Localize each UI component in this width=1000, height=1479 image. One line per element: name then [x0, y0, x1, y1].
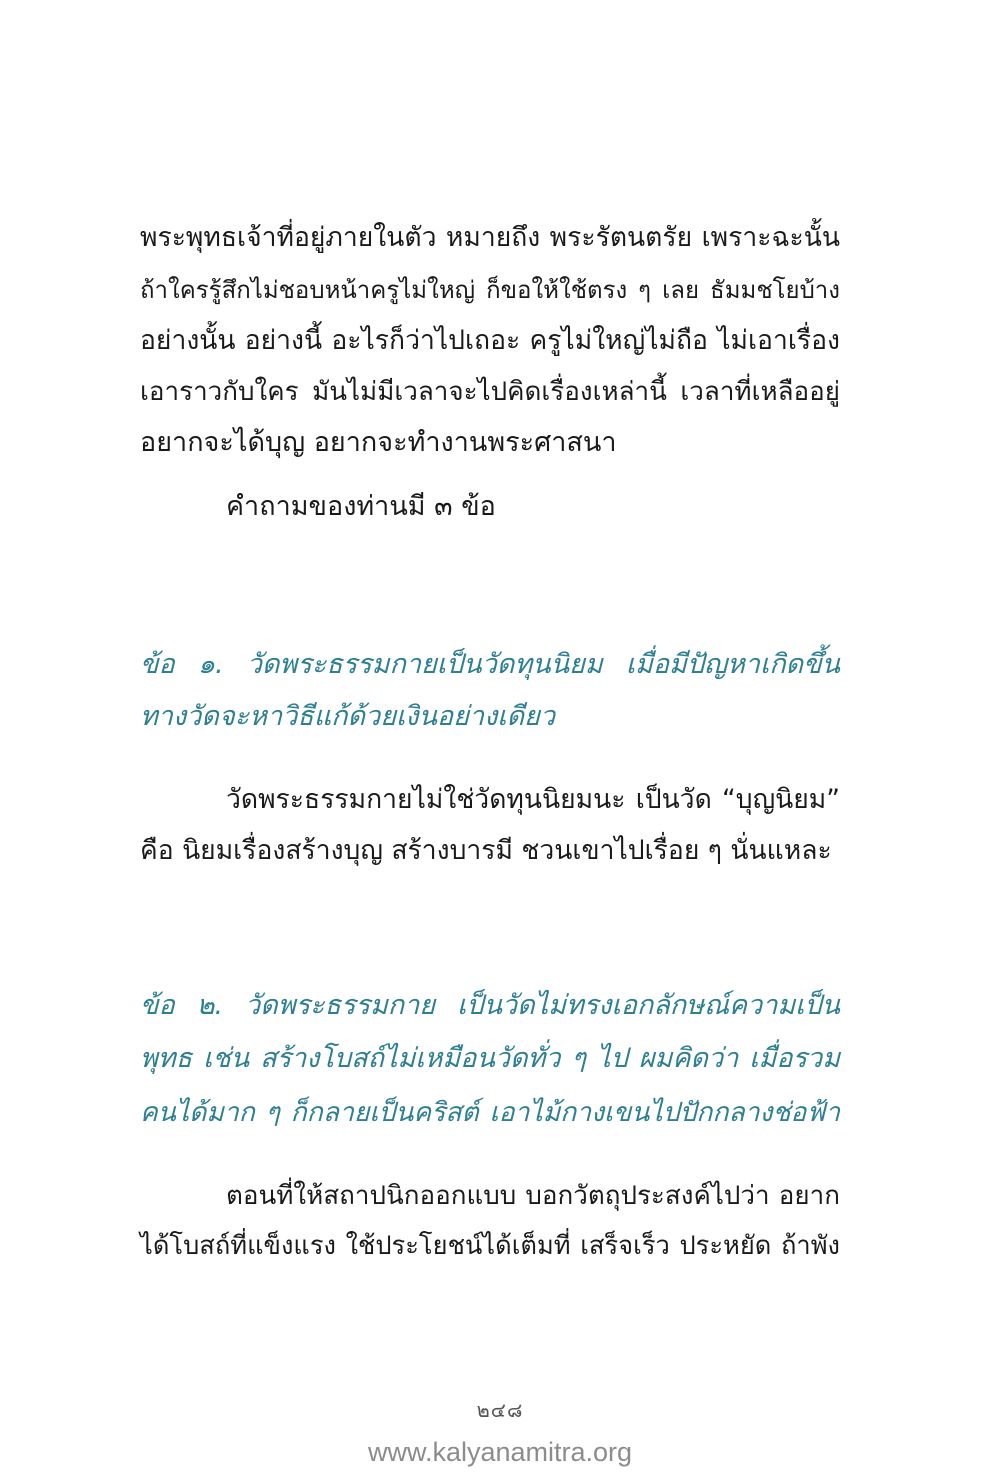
paragraph-line: พระพุทธเจ้าที่อยู่ภายในตัว หมายถึง พระรัตนตรัย เพราะฉะนั้น	[140, 222, 840, 253]
answer-2-line: ได้โบสถ์ที่แข็งแรง ใช้ประโยชน์ได้เต็มที่ เสร็จเร็ว ประหยัด ถ้าพัง	[140, 1231, 840, 1261]
question-2-line: ข้อ ๒. วัดพระธรรมกาย เป็นวัดไม่ทรงเอกลักษณ์ความเป็น	[140, 990, 840, 1021]
paragraph-line: เอาราวกับใคร มันไม่มีเวลาจะไปคิดเรื่องเหล่านี้ เวลาที่เหลืออยู่	[140, 377, 840, 407]
paragraph-line: อยากจะได้บุญ อยากจะทำงานพระศาสนา	[140, 427, 617, 458]
paragraph-line: ถ้าใครรู้สึกไม่ชอบหน้าครูไม่ใหญ่ ก็ขอให้ใช้ตรง ๆ เลย ธัมมชโยบ้าง	[140, 276, 840, 304]
answer-1-line: คือ นิยมเรื่องสร้างบุญ สร้างบารมี ชวนเขาไปเรื่อย ๆ นั่นแหละ	[140, 835, 832, 866]
question-count-line: คำถามของท่านมี ๓ ข้อ	[226, 491, 496, 522]
question-1-line: ข้อ ๑. วัดพระธรรมกายเป็นวัดทุนนิยม เมื่อมีปัญหาเกิดขึ้น	[140, 649, 840, 680]
answer-2-line: ตอนที่ให้สถาปนิกออกแบบ บอกวัตถุประสงค์ไปว่า อยาก	[226, 1181, 840, 1211]
answer-1-line: วัดพระธรรมกายไม่ใช่วัดทุนนิยมนะ เป็นวัด “บุญนิยม”	[226, 784, 840, 815]
page-number: ๒๔๘	[476, 1398, 524, 1422]
website-url: www.kalyanamitra.org	[367, 1437, 633, 1467]
question-1-line: ทางวัดจะหาวิธีแก้ด้วยเงินอย่างเดียว	[140, 701, 556, 732]
paragraph-line: อย่างนั้น อย่างนี้ อะไรก็ว่าไปเถอะ ครูไม่ใหญ่ไม่ถือ ไม่เอาเรื่อง	[140, 325, 840, 356]
question-2-line: คนได้มาก ๆ ก็กลายเป็นคริสต์ เอาไม้กางเขนไปปักกลางช่อฟ้า	[140, 1097, 840, 1128]
question-2-line: พุทธ เช่น สร้างโบสถ์ไม่เหมือนวัดทั่ว ๆ ไป ผมคิดว่า เมื่อรวม	[140, 1043, 840, 1074]
